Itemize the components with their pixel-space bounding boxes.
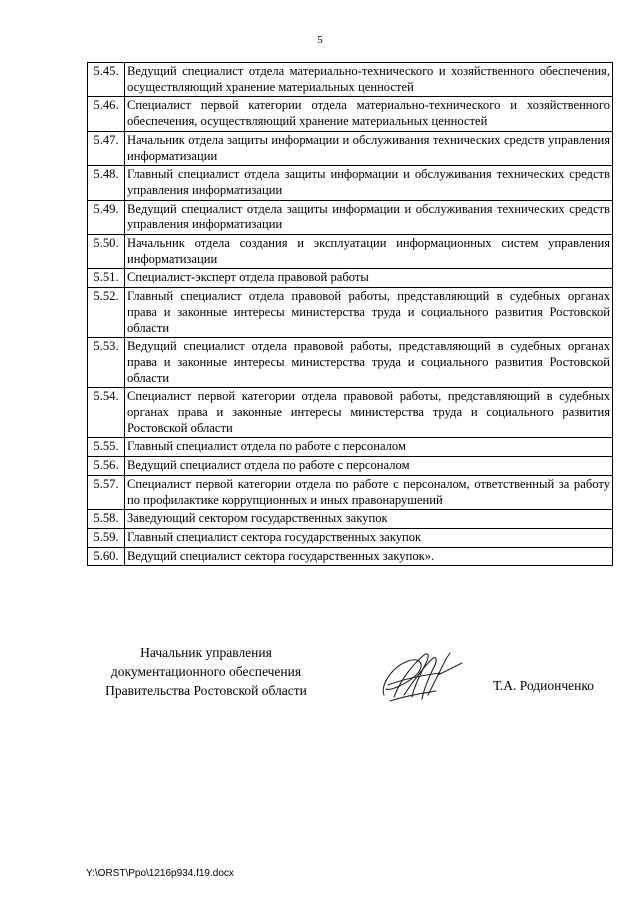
position-title: Начальник отдела защиты информации и обслуживания технических средств управления информатизации <box>125 131 613 165</box>
row-number: 5.49. <box>88 200 125 234</box>
position-title: Специалист первой категории отдела материально-технического и хозяйственного обеспечения, осуществляющий хранение материальных ценностей <box>125 97 613 131</box>
handwritten-signature <box>378 645 464 707</box>
position-title: Специалист первой категории отдела правовой работы, представляющий в судебных органах права и законные интересы министерства труда и социального развития Ростовской области <box>125 388 613 438</box>
signer-title-line-1: Начальник управления <box>140 645 272 660</box>
table-row <box>88 510 613 529</box>
table-row <box>88 547 613 566</box>
table-row <box>88 63 613 97</box>
row-number: 5.48. <box>88 166 125 200</box>
position-title: Главный специалист отдела правовой работы, представляющий в судебных органах права и законные интересы министерства труда и социального развития Ростовской области <box>125 288 613 338</box>
table-row <box>88 166 613 200</box>
page-number: 5 <box>317 34 323 46</box>
table-row <box>88 528 613 547</box>
row-number: 5.51. <box>88 269 125 288</box>
position-title: Главный специалист отдела по работе с персоналом <box>125 438 613 457</box>
row-number: 5.54. <box>88 388 125 438</box>
row-number: 5.55. <box>88 438 125 457</box>
table-row <box>88 235 613 269</box>
row-number: 5.50. <box>88 235 125 269</box>
row-number: 5.52. <box>88 288 125 338</box>
table-row <box>88 388 613 438</box>
position-title: Ведущий специалист отдела правовой работы, представляющий в судебных органах права и законные интересы министерства труда и социального развития Ростовской области <box>125 338 613 388</box>
position-title: Главный специалист сектора государственных закупок <box>125 528 613 547</box>
position-title: Начальник отдела создания и эксплуатации информационных систем управления информатизации <box>125 235 613 269</box>
position-title: Ведущий специалист отдела по работе с персоналом <box>125 457 613 476</box>
table-row <box>88 475 613 509</box>
position-title: Специалист-эксперт отдела правовой работы <box>125 269 613 288</box>
table-row <box>88 269 613 288</box>
row-number: 5.53. <box>88 338 125 388</box>
row-number: 5.46. <box>88 97 125 131</box>
table-row <box>88 438 613 457</box>
row-number: 5.56. <box>88 457 125 476</box>
table-row <box>88 288 613 338</box>
row-number: 5.57. <box>88 475 125 509</box>
position-title: Ведущий специалист сектора государственных закупок». <box>125 547 613 566</box>
table-row <box>88 200 613 234</box>
signer-name: Т.А. Родионченко <box>493 678 594 693</box>
signer-title-line-2: документационного обеспечения <box>110 664 302 679</box>
positions-table-body <box>88 63 613 566</box>
position-title: Ведущий специалист отдела материально-технического и хозяйственного обеспечения, осуществляющий хранение материальных ценностей <box>125 63 613 97</box>
table-row <box>88 97 613 131</box>
table-row <box>88 457 613 476</box>
row-number: 5.58. <box>88 510 125 529</box>
signature-block <box>86 643 326 700</box>
position-title: Заведующий сектором государственных закупок <box>125 510 613 529</box>
row-number: 5.47. <box>88 131 125 165</box>
table-row <box>88 338 613 388</box>
table-row <box>88 131 613 165</box>
position-title: Главный специалист отдела защиты информации и обслуживания технических средств управления информатизации <box>125 166 613 200</box>
row-number: 5.59. <box>88 528 125 547</box>
row-number: 5.45. <box>88 63 125 97</box>
file-path: Y:\ORST\Ppo\1216p934.f19.docx <box>86 868 234 879</box>
row-number: 5.60. <box>88 547 125 566</box>
position-title: Ведущий специалист отдела защиты информации и обслуживания технических средств управления информатизации <box>125 200 613 234</box>
position-title: Специалист первой категории отдела по работе с персоналом, ответственный за работу по профилактике коррупционных и иных правонарушений <box>125 475 613 509</box>
positions-table <box>87 62 613 566</box>
signer-title-line-3: Правительства Ростовской области <box>105 683 307 698</box>
